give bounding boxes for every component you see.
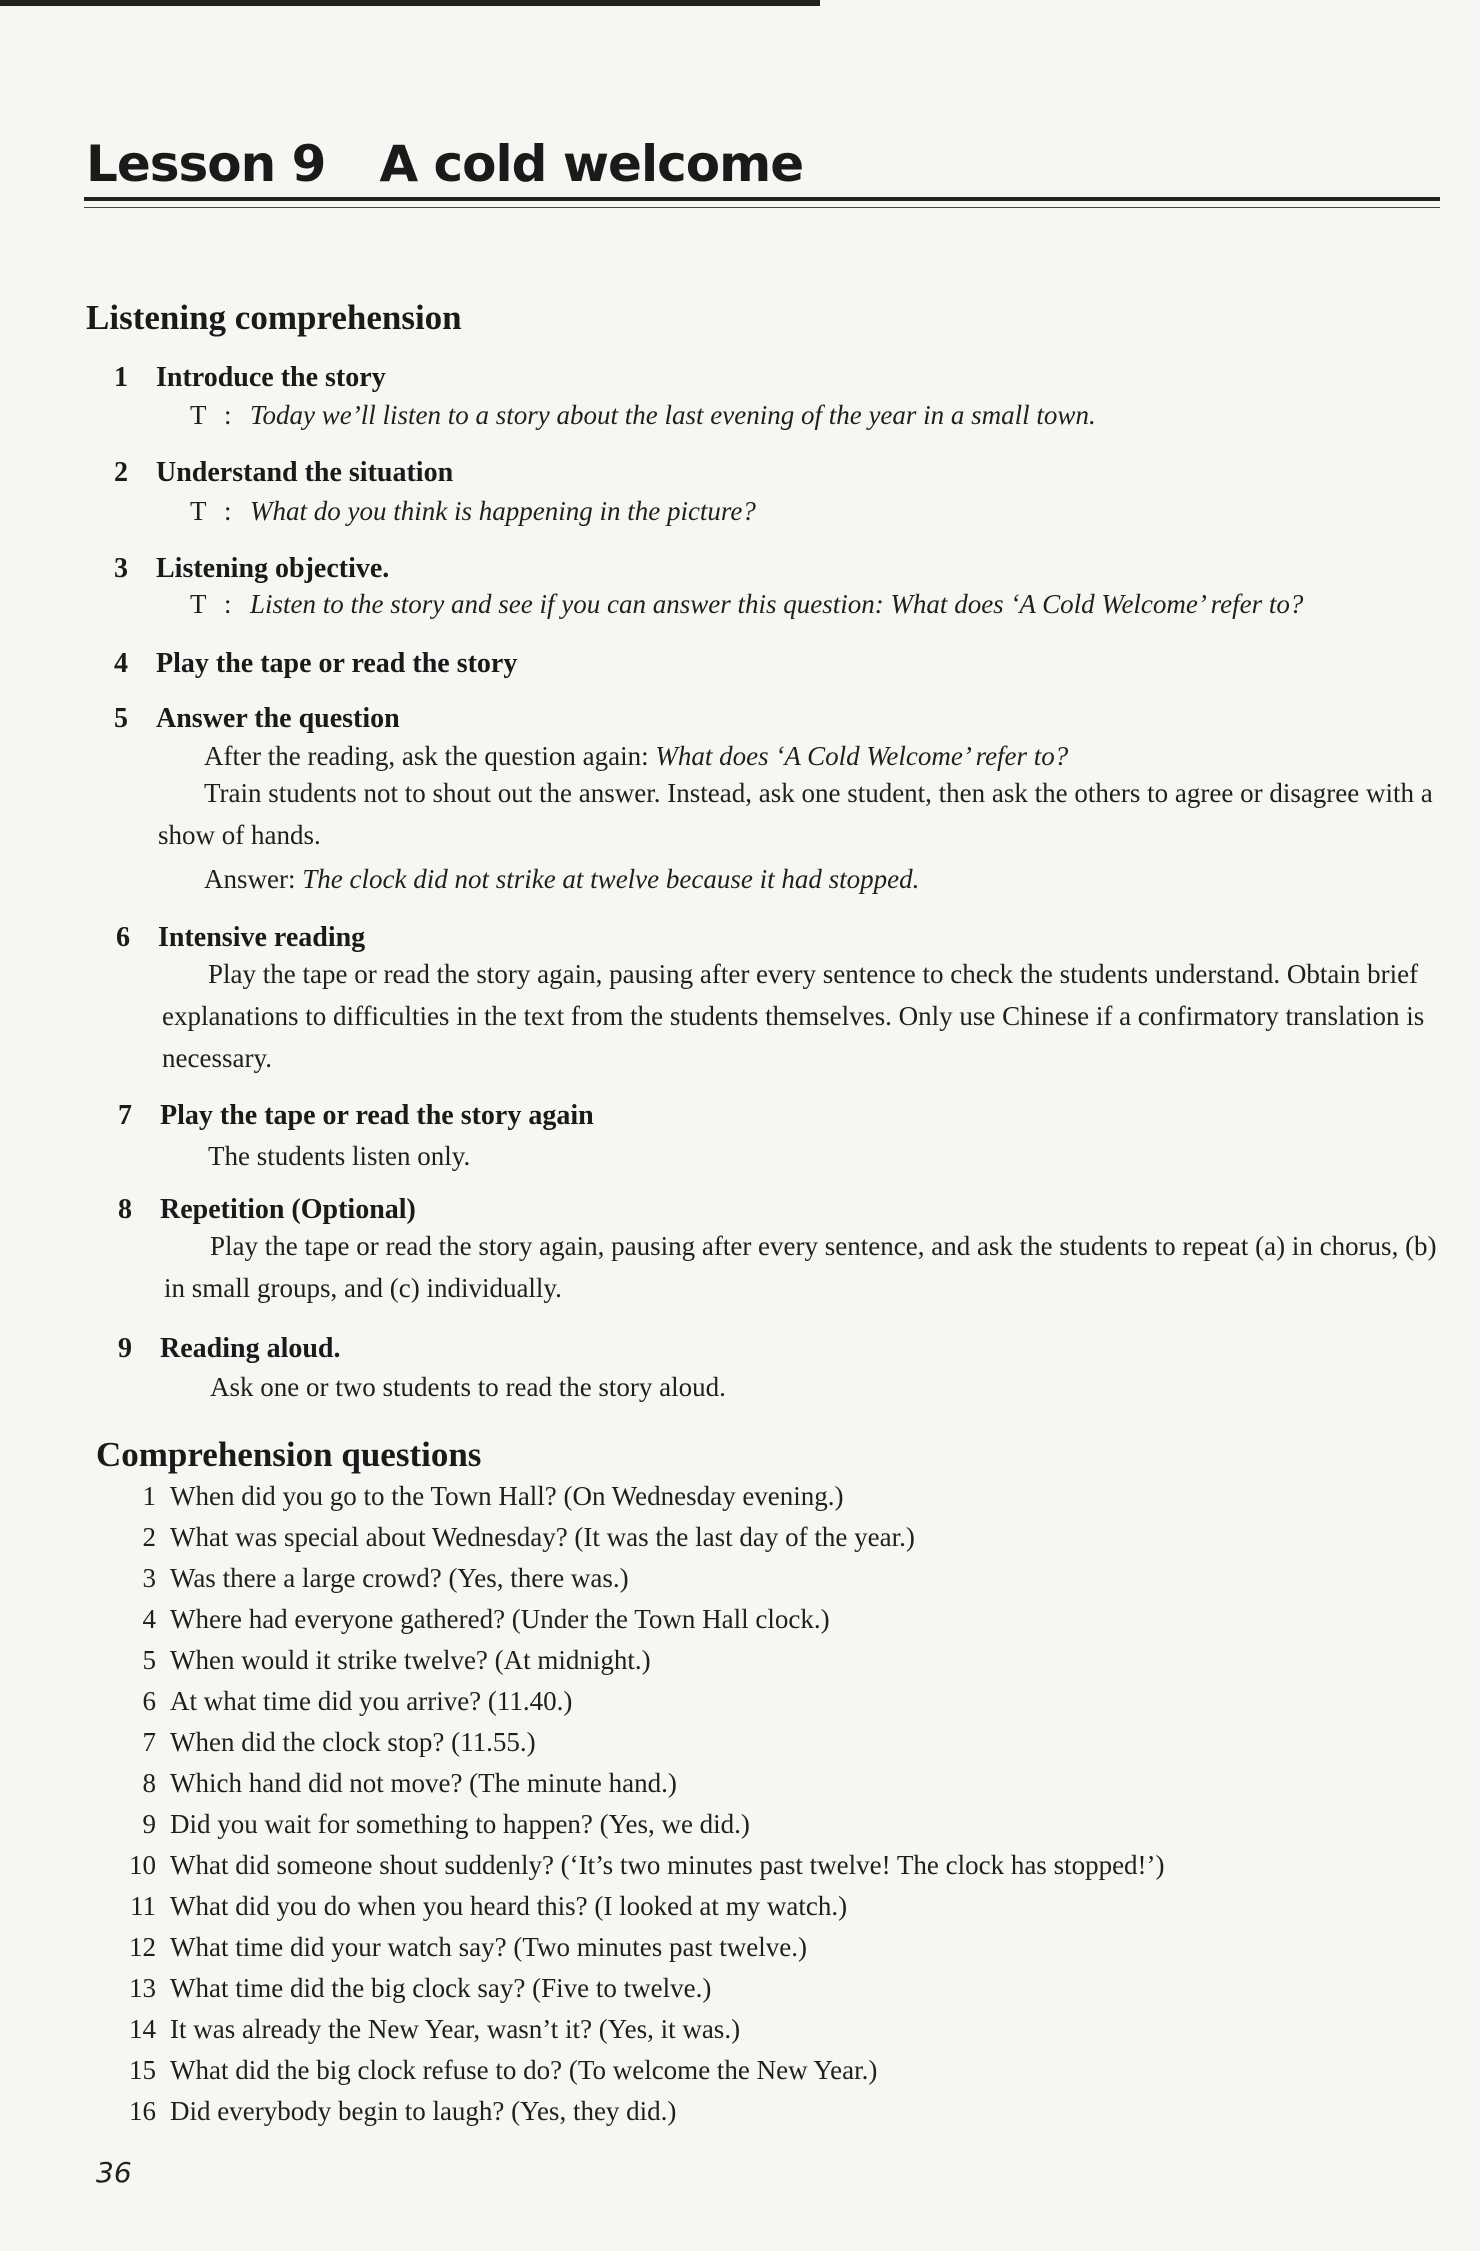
comprehension-question bbox=[106, 1476, 1406, 1517]
question-number: 14 bbox=[129, 2014, 156, 2044]
question-number: 11 bbox=[130, 1891, 156, 1921]
comprehension-question bbox=[106, 1681, 1406, 1722]
question-text: What was special about Wednesday? (It was the last day of the year.) bbox=[170, 1522, 915, 1552]
comprehension-question bbox=[106, 1845, 1406, 1886]
question-text: Did everybody begin to laugh? (Yes, they did.) bbox=[170, 2096, 677, 2126]
question-text: Did you wait for something to happen? (Yes, we did.) bbox=[170, 1809, 750, 1839]
question-number: 9 bbox=[142, 1809, 156, 1839]
question-number: 13 bbox=[129, 1973, 156, 2003]
listening-item-1-teacher-line: T : Today we’ll listen to a story about the last evening of the year in a small town. bbox=[190, 400, 1096, 430]
question-number: 2 bbox=[142, 1522, 156, 1552]
question-number: 10 bbox=[129, 1850, 156, 1880]
question-number: 5 bbox=[142, 1645, 156, 1675]
comprehension-question bbox=[106, 2050, 1406, 2091]
question-text: What did the big clock refuse to do? (To welcome the New Year.) bbox=[170, 2055, 878, 2085]
comprehension-question bbox=[106, 2009, 1406, 2050]
listening-item-9-para-1: Ask one or two students to read the story aloud. bbox=[210, 1372, 726, 1402]
question-text: At what time did you arrive? (11.40.) bbox=[170, 1686, 573, 1716]
comprehension-question bbox=[106, 1763, 1406, 1804]
question-number: 7 bbox=[142, 1727, 156, 1757]
listening-item-2-title: 2 Understand the situation bbox=[114, 457, 454, 488]
listening-item-3-title: 3 Listening objective. bbox=[114, 553, 390, 584]
comprehension-question bbox=[106, 1558, 1406, 1599]
comprehension-question bbox=[106, 2091, 1406, 2132]
listening-item-3-teacher-line: T : Listen to the story and see if you can answer this question: What does ‘A Cold Welcome’ refer to? bbox=[190, 589, 1304, 619]
comprehension-question bbox=[106, 1804, 1406, 1845]
question-number: 3 bbox=[142, 1563, 156, 1593]
question-number: 6 bbox=[142, 1686, 156, 1716]
listening-item-7-title: 7 Play the tape or read the story again bbox=[118, 1100, 594, 1131]
comprehension-question bbox=[106, 1640, 1406, 1681]
comprehension-question bbox=[106, 1968, 1406, 2009]
comprehension-question bbox=[106, 1517, 1406, 1558]
question-text: Which hand did not move? (The minute hand.) bbox=[170, 1768, 677, 1798]
lesson-name: A cold welcome bbox=[379, 135, 804, 193]
question-number: 1 bbox=[142, 1481, 156, 1511]
question-text: When would it strike twelve? (At midnight.) bbox=[170, 1645, 651, 1675]
comprehension-question bbox=[106, 1927, 1406, 1968]
listening-item-8-title: 8 Repetition (Optional) bbox=[118, 1194, 416, 1225]
question-text: When did the clock stop? (11.55.) bbox=[170, 1727, 536, 1757]
question-number: 15 bbox=[129, 2055, 156, 2085]
question-text: What did you do when you heard this? (I looked at my watch.) bbox=[170, 1891, 848, 1921]
listening-item-9-title: 9 Reading aloud. bbox=[118, 1333, 341, 1364]
question-number: 16 bbox=[129, 2096, 156, 2126]
question-number: 8 bbox=[142, 1768, 156, 1798]
question-text: It was already the New Year, wasn’t it? (Yes, it was.) bbox=[170, 2014, 741, 2044]
listening-item-6-para-1: Play the tape or read the story again, pausing after every sentence to check the students understand. Obtain brief explanations to difficulties in the text from the students themselves. Only use Chinese if a confirmatory translation is necessary. bbox=[162, 959, 1425, 1073]
lesson-title bbox=[86, 135, 803, 193]
question-number: 4 bbox=[142, 1604, 156, 1634]
question-text: What did someone shout suddenly? (‘It’s two minutes past twelve! The clock has stopped!’) bbox=[170, 1850, 1165, 1880]
comprehension-question bbox=[106, 1599, 1406, 1640]
question-text: When did you go to the Town Hall? (On Wednesday evening.) bbox=[170, 1481, 844, 1511]
question-text: Where had everyone gathered? (Under the Town Hall clock.) bbox=[170, 1604, 830, 1634]
top-edge-bar bbox=[0, 0, 820, 6]
listening-item-5-para-2: Train students not to shout out the answer. Instead, ask one student, then ask the others to agree or disagree with a show of hands. bbox=[158, 778, 1433, 850]
question-number: 12 bbox=[129, 1932, 156, 1962]
title-rule-thick bbox=[84, 197, 1440, 201]
question-text: Was there a large crowd? (Yes, there was.) bbox=[170, 1563, 629, 1593]
listening-item-7-para-1: The students listen only. bbox=[208, 1141, 471, 1171]
listening-item-8-para-1: Play the tape or read the story again, pausing after every sentence, and ask the students to repeat (a) in chorus, (b) in small groups, and (c) individually. bbox=[164, 1231, 1437, 1303]
comprehension-question bbox=[106, 1722, 1406, 1763]
listening-heading: Listening comprehension bbox=[86, 298, 462, 337]
title-rule-thin bbox=[84, 207, 1440, 208]
listening-item-5-para-1: After the reading, ask the question again: What does ‘A Cold Welcome’ refer to? bbox=[204, 741, 1069, 771]
comprehension-question-list bbox=[106, 1476, 1406, 2132]
question-text: What time did your watch say? (Two minutes past twelve.) bbox=[170, 1932, 807, 1962]
comprehension-heading: Comprehension questions bbox=[96, 1435, 482, 1474]
question-text: What time did the big clock say? (Five to twelve.) bbox=[170, 1973, 712, 2003]
page-number: 36 bbox=[96, 2156, 132, 2189]
listening-item-5-title: 5 Answer the question bbox=[114, 703, 400, 734]
listening-item-5-para-3: Answer: The clock did not strike at twelve because it had stopped. bbox=[204, 864, 920, 894]
lesson-number: Lesson 9 bbox=[86, 135, 326, 193]
listening-item-1-title: 1 Introduce the story bbox=[114, 362, 386, 393]
listening-item-4-title: 4 Play the tape or read the story bbox=[114, 648, 518, 679]
listening-item-6-title: 6 Intensive reading bbox=[116, 922, 366, 953]
comprehension-question bbox=[106, 1886, 1406, 1927]
listening-item-2-teacher-line: T : What do you think is happening in the picture? bbox=[190, 496, 756, 526]
